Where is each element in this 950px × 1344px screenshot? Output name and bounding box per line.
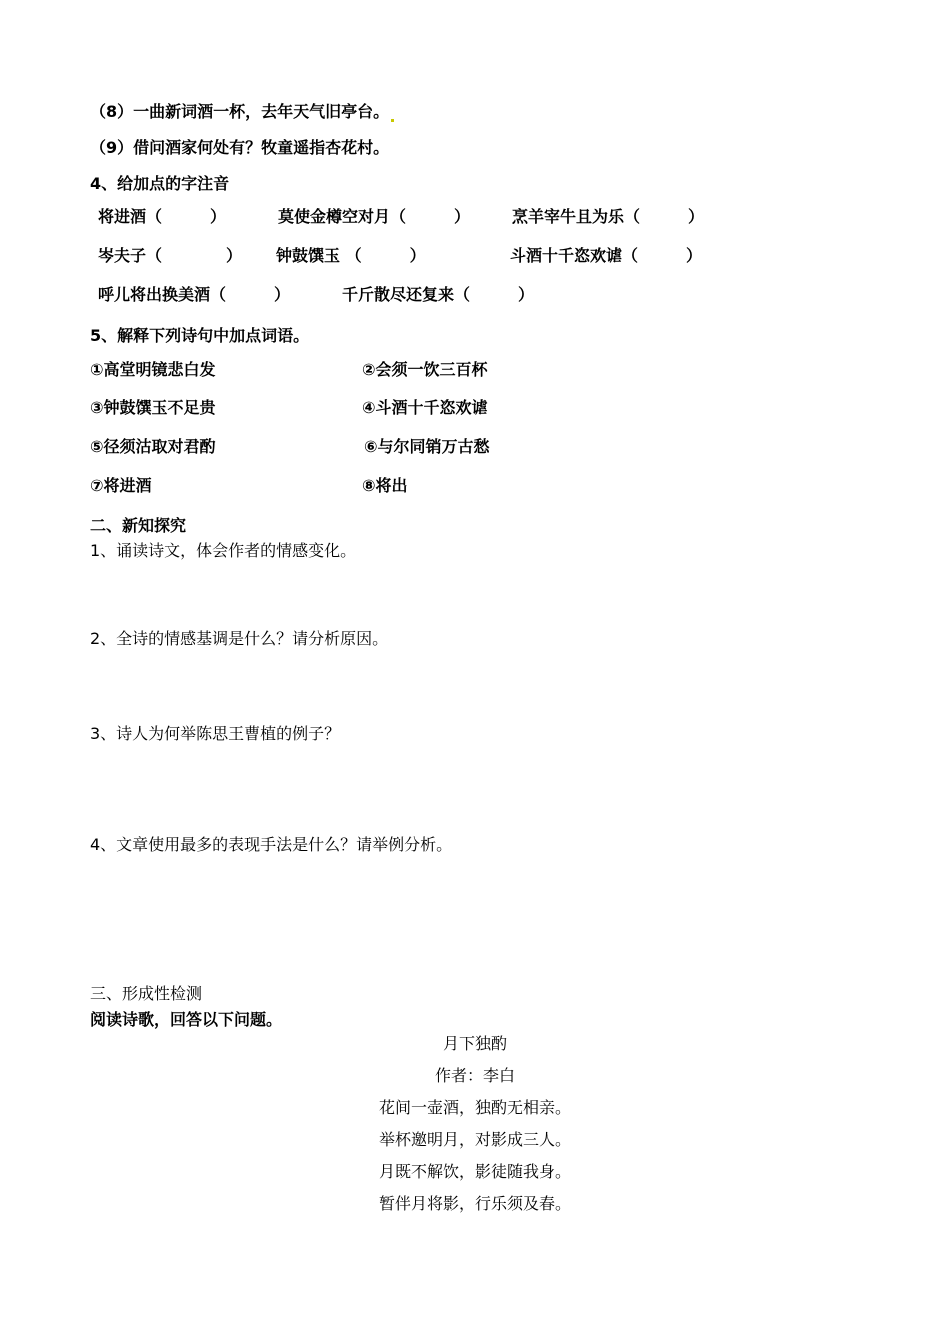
pinyin-item: 烹羊宰牛且为乐（ ） xyxy=(512,207,705,226)
phrase-item: ③钟鼓馔玉不足贵 xyxy=(90,398,216,417)
pinyin-item: 钟鼓馔玉 （ ） xyxy=(276,246,426,265)
pinyin-item: 莫使金樽空对月（ ） xyxy=(278,207,471,226)
pinyin-item: 呼儿将出换美酒（ ） xyxy=(98,285,291,304)
pinyin-item: 千斤散尽还复来（ ） xyxy=(342,285,535,304)
review-line-8: （8）一曲新词酒一杯，去年天气旧亭台。 xyxy=(90,102,394,122)
phrase-item: ⑧将出 xyxy=(362,476,408,495)
part-2-title: 二、新知探究 xyxy=(90,516,187,535)
section-5-title: 5、解释下列诗句中加点词语。 xyxy=(90,326,310,345)
phrase-item: ①高堂明镜悲白发 xyxy=(90,360,216,379)
phrase-item: ⑤径须沽取对君酌 xyxy=(90,437,216,456)
highlight-mark xyxy=(391,119,394,122)
phrase-item: ⑥与尔同销万古愁 xyxy=(364,437,490,456)
question-1: 1、诵读诗文，体会作者的情感变化。 xyxy=(90,541,357,560)
review-line-9: （9）借问酒家何处有？牧童遥指杏花村。 xyxy=(90,138,390,157)
poem-line: 花间一壶酒，独酌无相亲。 xyxy=(378,1098,571,1117)
poem-line: 暂伴月将影，行乐须及春。 xyxy=(378,1194,571,1213)
poem-title: 月下独酌 xyxy=(442,1034,507,1053)
phrase-item: ④斗酒十千恣欢谑 xyxy=(362,398,488,417)
pinyin-item: 岑夫子（ ） xyxy=(98,246,243,265)
question-3: 3、诗人为何举陈思王曹植的例子？ xyxy=(90,724,341,743)
section-4-title: 4、给加点的字注音 xyxy=(90,174,230,193)
phrase-item: ⑦将进酒 xyxy=(90,476,152,495)
poem-line: 月既不解饮，影徒随我身。 xyxy=(378,1162,571,1181)
question-2: 2、全诗的情感基调是什么？请分析原因。 xyxy=(90,629,389,648)
part-3-title: 三、形成性检测 xyxy=(90,984,203,1003)
phrase-item: ②会须一饮三百杯 xyxy=(362,360,488,379)
poem-line: 举杯邀明月，对影成三人。 xyxy=(378,1130,571,1149)
poem-author: 作者：李白 xyxy=(434,1066,515,1085)
pinyin-item: 将进酒（ ） xyxy=(98,207,227,226)
reading-instruction: 阅读诗歌，回答以下问题。 xyxy=(90,1010,283,1029)
question-4: 4、文章使用最多的表现手法是什么？请举例分析。 xyxy=(90,835,453,854)
pinyin-item: 斗酒十千恣欢谑（ ） xyxy=(510,246,703,265)
